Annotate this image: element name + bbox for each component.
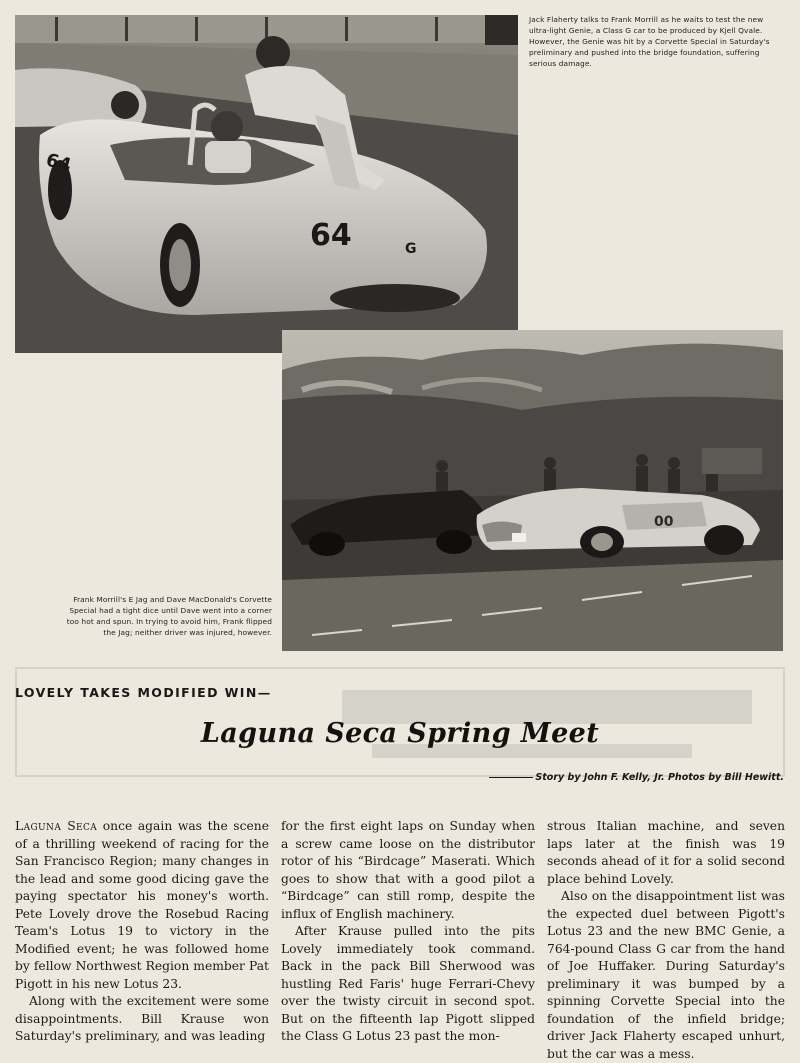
article-kicker: LOVELY TAKES MODIFIED WIN— bbox=[15, 685, 272, 700]
paragraph: strous Italian machine, and seven laps later at the finish was 19 seconds ahead of it for a solid second place behind Lovely. bbox=[547, 819, 785, 886]
corvette-number-00: 00 bbox=[654, 514, 674, 530]
paragraph bbox=[15, 818, 269, 993]
lead-in: Laguna Seca bbox=[15, 819, 98, 833]
byline-text: Story by John F. Kelly, Jr. Photos by Bill Hewitt. bbox=[535, 772, 784, 783]
paragraph: After Krause pulled into the pits Lovely immediately took command. Back in the pack Bill Sherwood was hustling Red Faris' huge Ferrari-Chevy over the twisty circuit in second spot. But on the fifteenth lap Pigott slipped the Class G Lotus 23 past the mon- bbox=[281, 924, 535, 1043]
paragraph: for the first eight laps on Sunday when a screw came loose on the distributor rotor of his “Birdcage” Maserati. Which goes to show that with a good pilot a “Birdcage” can still romp, despite the influx of English machinery. bbox=[281, 819, 535, 921]
racing-car-64-photo bbox=[15, 15, 518, 353]
photo-caption-bottom: Frank Morrill's E Jag and Dave MacDonald's Corvette Special had a tight dice until Dave went into a corner too hot and spun. In trying to avoid him, Frank flipped the Jag; neither driver was injured, however. bbox=[66, 595, 272, 637]
car-side-number: 64 bbox=[43, 149, 74, 177]
article-byline bbox=[489, 772, 784, 783]
car-class-g: G bbox=[405, 241, 417, 257]
article-column-1 bbox=[15, 818, 269, 1046]
byline-rule bbox=[489, 777, 533, 778]
article-column-3 bbox=[547, 818, 785, 1063]
paragraph: Also on the disappointment list was the expected duel between Pigott's Lotus 23 and the new BMC Genie, a 764-pound Class G car from the hand of Joe Huffaker. During Saturday's preliminary it was bumped by a spinning Corvette Special into the foundation of the infield bridge; driver Jack Flaherty escaped unhurt, but the car was a mess. bbox=[547, 889, 785, 1061]
paragraph-text: once again was the scene of a thrilling weekend of racing for the San Francisco Region; many changes in the lead and some good dicing gave the paying spectator his money's worth. Pete Lovely drove the Rosebud Racing Team's Lotus 19 to victory in the Modified event; he was followed home by fellow Northwest Region member Pat Pigott in his new Lotus 23. bbox=[15, 819, 269, 991]
jag-and-corvette-photo bbox=[282, 330, 783, 651]
paragraph: Along with the excitement were some disappointments. Bill Krause won Saturday's preliminary, and was leading bbox=[15, 994, 269, 1043]
article-title: Laguna Seca Spring Meet bbox=[200, 718, 600, 749]
article-column-2 bbox=[281, 818, 535, 1046]
photo-caption-top: Jack Flaherty talks to Frank Morrill as he waits to test the new ultra-light Genie, a Class G car to be produced by Kjell Qvale. However, the Genie was hit by a Corvette Special in Saturday's preliminary and pushed into the bridge foundation, suffering serious damage. bbox=[529, 15, 770, 68]
car-number-64: 64 bbox=[310, 218, 352, 253]
